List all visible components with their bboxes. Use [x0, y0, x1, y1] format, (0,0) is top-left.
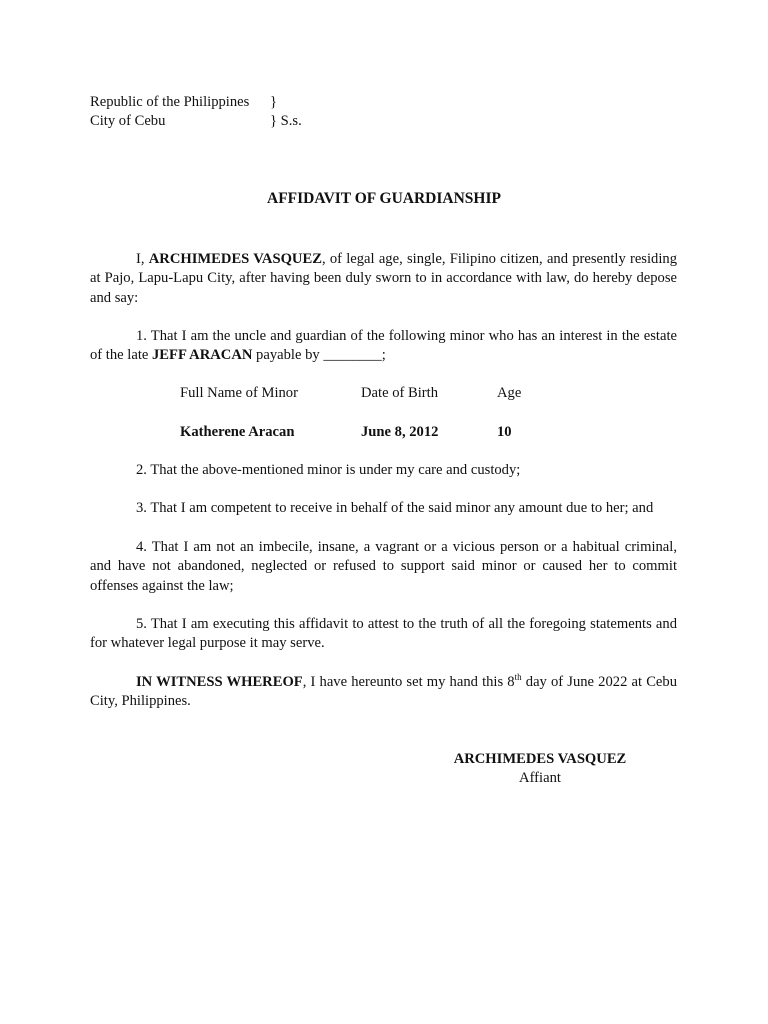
- item-4-paragraph: 4. That I am not an imbecile, insane, a vagrant or a vicious person or a habitual criminal, and have not abandoned, neglected or refused to support said minor or caused her to commit offenses against the law;: [90, 539, 677, 594]
- minor-table-header: [180, 385, 580, 404]
- minor-table-row: [180, 424, 580, 443]
- affiant-name: ARCHIMEDES VASQUEZ: [148, 251, 322, 267]
- minor-name: Katherene Aracan: [180, 424, 295, 440]
- item-5-paragraph: 5. That I am executing this affidavit to attest to the truth of all the foregoing statements and for whatever legal purpose it may serve.: [90, 616, 677, 652]
- witness-text-a: , I have hereunto set my hand this 8: [302, 674, 515, 690]
- item-1-text: 1. That I am the uncle and guardian of the following minor who has an interest in the estate of the late: [90, 328, 677, 364]
- venue-country-brace: }: [270, 94, 278, 110]
- witness-lead: IN WITNESS WHEREOF: [136, 674, 303, 690]
- intro-prefix: I,: [136, 251, 149, 267]
- header-date-of-birth: Date of Birth: [361, 385, 439, 401]
- document-title: AFFIDAVIT OF GUARDIANSHIP: [267, 190, 501, 207]
- witness-paragraph: [90, 673, 677, 712]
- item-1-paragraph: [90, 327, 677, 366]
- item-3-paragraph: 3. That I am competent to receive in behalf of the said minor any amount due to her; and: [136, 500, 654, 516]
- venue-country-line: [90, 93, 278, 112]
- intro-paragraph: [90, 250, 677, 308]
- signatory-role: Affiant: [519, 770, 561, 786]
- minor-table: [180, 385, 580, 443]
- minor-date-of-birth: June 8, 2012: [361, 424, 439, 440]
- venue-block: [90, 93, 302, 131]
- deceased-name: JEFF ARACAN: [152, 347, 253, 364]
- venue-city: City of Cebu: [90, 113, 166, 129]
- item-2-paragraph: 2. That the above-mentioned minor is under my care and custody;: [136, 462, 521, 478]
- item-1-suffix: payable by ________;: [252, 347, 386, 364]
- minor-age: 10: [497, 424, 512, 440]
- signatory-name: ARCHIMEDES VASQUEZ: [453, 751, 627, 767]
- signature-block: [440, 750, 640, 788]
- venue-city-brace: } S.s.: [270, 113, 302, 129]
- witness-text-b: day of June 2022 at Cebu City, Philippines.: [90, 674, 677, 710]
- intro-text: , of legal age, single, Filipino citizen, and presently residing at Pajo, Lapu-Lapu City, after having been duly sworn to in accordance with law, do hereby depose and say:: [90, 251, 677, 306]
- venue-country: Republic of the Philippines: [90, 94, 250, 110]
- ordinal-suffix: th: [514, 672, 522, 683]
- venue-city-line: [90, 112, 302, 131]
- header-full-name: Full Name of Minor: [180, 385, 298, 401]
- header-age: Age: [497, 385, 522, 401]
